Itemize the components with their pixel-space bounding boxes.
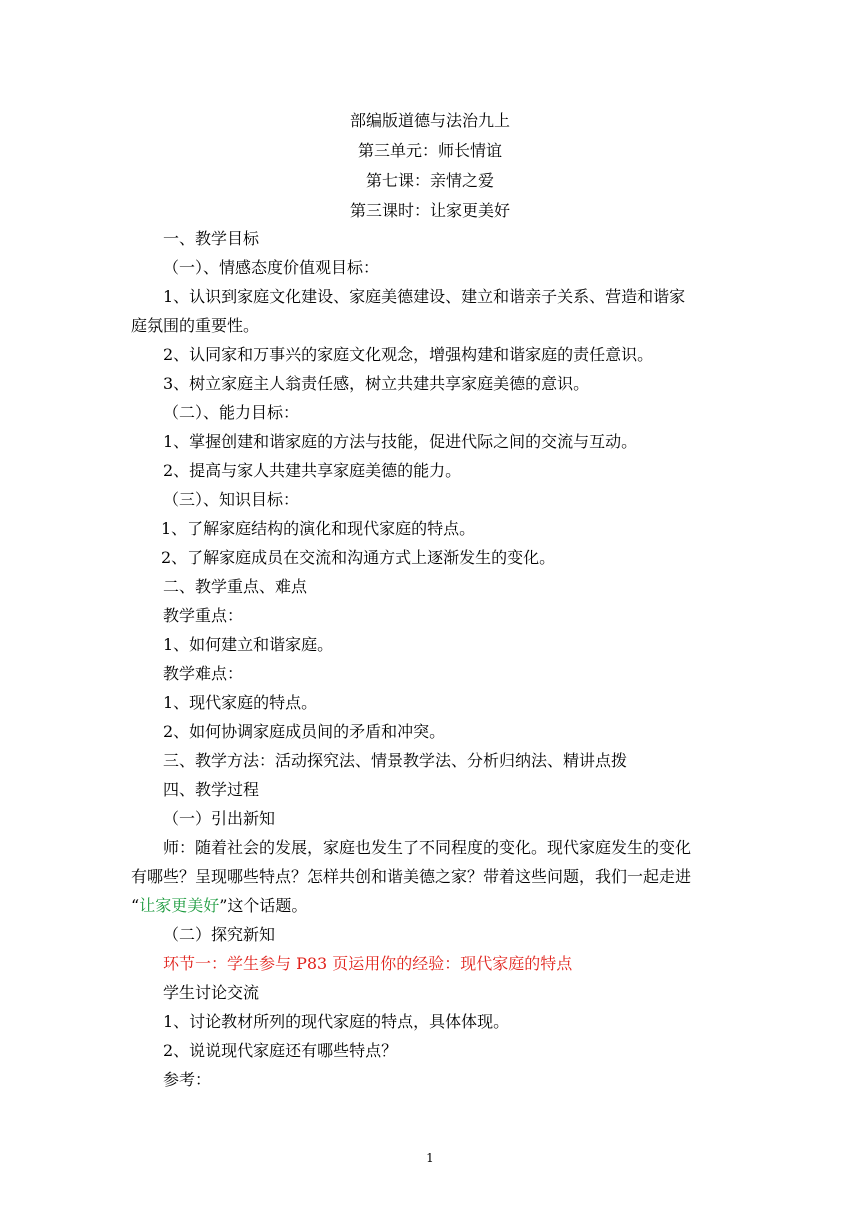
paragraph-line: 2、如何协调家庭成员间的矛盾和冲突。 (163, 722, 446, 741)
topic-highlight: 让家更美好 (139, 896, 220, 915)
page-number: 1 (426, 1151, 434, 1165)
paragraph-line: 1、了解家庭结构的演化和现代家庭的特点。 (161, 519, 476, 538)
paragraph-line: 学生讨论交流 (163, 983, 260, 1002)
paragraph-line: 3、树立家庭主人翁责任感，树立共建共享家庭美德的意识。 (163, 374, 590, 393)
paragraph-line: 师：随着社会的发展，家庭也发生了不同程度的变化。现代家庭发生的变化 (163, 838, 692, 857)
paragraph-line: 1、现代家庭的特点。 (163, 693, 318, 712)
quote-rest: ”这个话题。 (219, 896, 308, 915)
section-heading-process: 四、教学过程 (163, 780, 260, 799)
paragraph-line: 教学重点： (163, 606, 244, 625)
paragraph-line: 教学难点： (163, 664, 244, 683)
subsection-heading-emotion: （一）、情感态度价值观目标： (163, 258, 380, 277)
quote-open: “ (131, 896, 140, 915)
paragraph-line (131, 896, 860, 916)
section-heading-methods: 三、教学方法：活动探究法、情景教学法、分析归纳法、精讲点拨 (163, 751, 628, 770)
paragraph-line: 1、认识到家庭文化建设、家庭美德建设、建立和谐亲子关系、营造和谐家 (163, 287, 686, 306)
activity-heading-red: 环节一：学生参与 P83 页运用你的经验：现代家庭的特点 (163, 954, 573, 973)
paragraph-line: 1、如何建立和谐家庭。 (163, 635, 334, 654)
section-heading-objectives: 一、教学目标 (163, 229, 260, 248)
paragraph-line: 参考： (163, 1070, 212, 1089)
paragraph-line: 2、认同家和万事兴的家庭文化观念，增强构建和谐家庭的责任意识。 (163, 345, 654, 364)
section-heading-key-points: 二、教学重点、难点 (163, 577, 308, 596)
paragraph-line: 有哪些？呈现哪些特点？怎样共创和谐美德之家？带着这些问题，我们一起走进 (131, 867, 692, 886)
paragraph-line: 2、提高与家人共建共享家庭美德的能力。 (163, 461, 462, 480)
paragraph-line: 2、说说现代家庭还有哪些特点？ (163, 1041, 398, 1060)
paragraph-line: 1、掌握创建和谐家庭的方法与技能，促进代际之间的交流与互动。 (163, 432, 638, 451)
paragraph-line: 庭氛围的重要性。 (131, 316, 260, 335)
doc-title-line-3: 第七课：亲情之爱 (365, 171, 494, 190)
subsection-heading-ability: （二）、能力目标： (163, 403, 300, 422)
doc-title-line-1: 部编版道德与法治九上 (349, 111, 510, 130)
subsection-heading-explore: （二）探究新知 (163, 925, 276, 944)
subsection-heading-intro: （一）引出新知 (163, 809, 276, 828)
paragraph-line: 1、讨论教材所列的现代家庭的特点，具体体现。 (163, 1012, 510, 1031)
subsection-heading-knowledge: （三）、知识目标： (163, 490, 300, 509)
doc-title-line-4: 第三课时：让家更美好 (349, 201, 510, 220)
doc-title-line-2: 第三单元：师长情谊 (357, 141, 502, 160)
paragraph-line: 2、了解家庭成员在交流和沟通方式上逐渐发生的变化。 (161, 548, 556, 567)
